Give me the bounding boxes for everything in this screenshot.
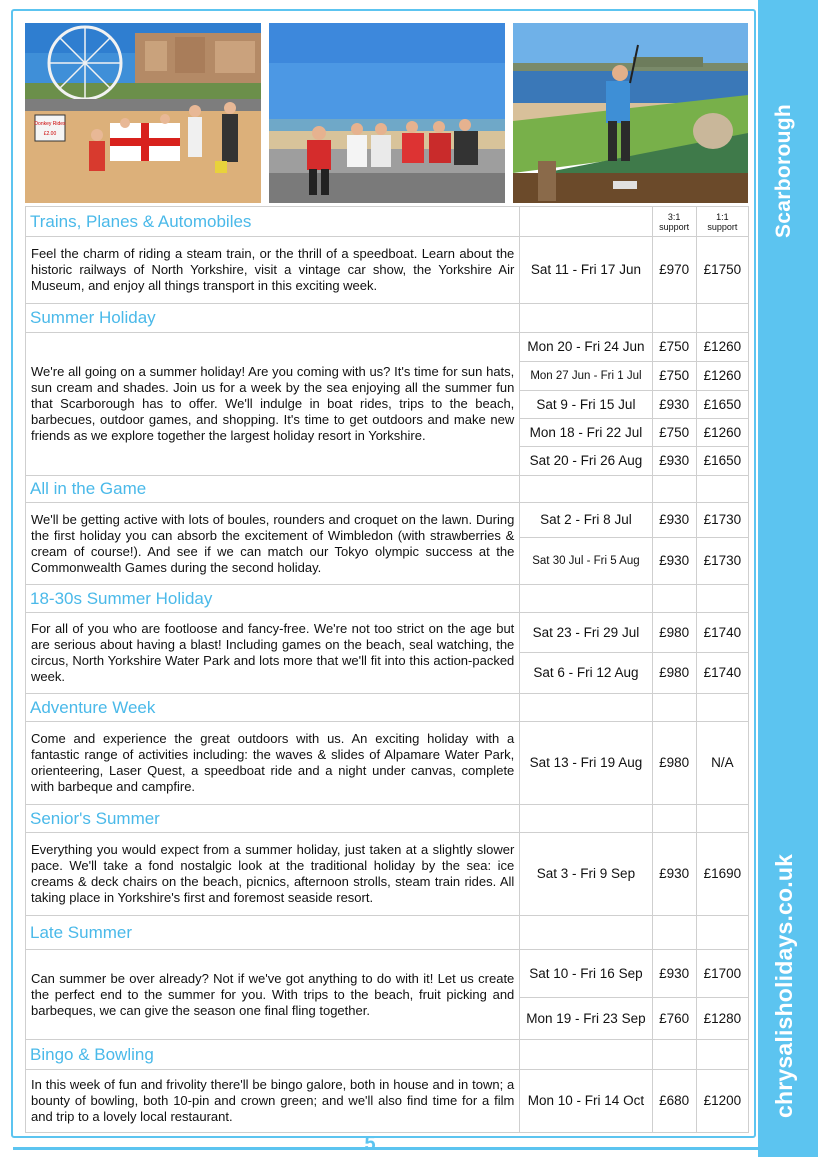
price-1-1: £1740 bbox=[696, 653, 748, 694]
bottom-rule bbox=[13, 1147, 758, 1150]
price-1-1: £1260 bbox=[696, 333, 748, 362]
holiday-description: Come and experience the great outdoors with us. An exciting holiday with a fantastic range of activities including: the waves & slides of Alpamare Water Park, orienteering, Laser Quest, a speedboat ride and a night under canvas, complete with barbeque and campfire. bbox=[26, 722, 520, 805]
holiday-title: Late Summer bbox=[26, 916, 520, 950]
price-3-1: £750 bbox=[652, 333, 696, 362]
holiday-date-row bbox=[26, 722, 749, 805]
holiday-title-row bbox=[26, 207, 749, 237]
price-1-1: £1260 bbox=[696, 362, 748, 391]
holiday-title-row bbox=[26, 585, 749, 613]
holiday-date-row bbox=[26, 833, 749, 916]
price-3-1: £930 bbox=[652, 391, 696, 419]
price-1-1: £1650 bbox=[696, 391, 748, 419]
holiday-date-row bbox=[26, 613, 749, 653]
empty-cell bbox=[520, 916, 652, 950]
holiday-date: Sat 9 - Fri 15 Jul bbox=[520, 391, 652, 419]
holiday-title: Summer Holiday bbox=[26, 304, 520, 333]
empty-cell bbox=[652, 585, 696, 613]
holiday-date: Mon 10 - Fri 14 Oct bbox=[520, 1070, 652, 1133]
empty-cell bbox=[520, 1040, 652, 1070]
empty-cell bbox=[652, 304, 696, 333]
sidebar-website: chrysalisholidays.co.uk bbox=[771, 853, 797, 1118]
price-3-1: £750 bbox=[652, 419, 696, 447]
holiday-date: Sat 30 Jul - Fri 5 Aug bbox=[520, 538, 652, 585]
holiday-description: In this week of fun and frivolity there'll be bingo galore, both in house and in town; a bounty of bowling, both 10-pin and crown green; and we'll also find time for a film and trip to a lovely local restaurant. bbox=[26, 1070, 520, 1133]
price-1-1: £1740 bbox=[696, 613, 748, 653]
holiday-date: Mon 19 - Fri 23 Sep bbox=[520, 998, 652, 1040]
photo-minigolf bbox=[513, 23, 748, 203]
empty-cell bbox=[696, 916, 748, 950]
holiday-description: We'll be getting active with lots of boules, rounders and croquet on the lawn. During the first holiday you can absorb the excitement of Wimbledon (with strawberries & cream of course!). And see if we can match our Tokyo olympic success at the Commonwealth Games during the second holiday. bbox=[26, 503, 520, 585]
empty-cell bbox=[696, 476, 748, 503]
empty-cell bbox=[696, 805, 748, 833]
price-1-1: £1750 bbox=[696, 237, 748, 304]
empty-cell bbox=[520, 476, 652, 503]
empty-cell bbox=[520, 585, 652, 613]
sidebar-location: Scarborough bbox=[772, 104, 795, 238]
holiday-table bbox=[25, 206, 749, 1133]
price-3-1: £930 bbox=[652, 833, 696, 916]
price-1-1: £1700 bbox=[696, 950, 748, 998]
price-3-1: £680 bbox=[652, 1070, 696, 1133]
holiday-title: 18-30s Summer Holiday bbox=[26, 585, 520, 613]
holiday-title: Senior's Summer bbox=[26, 805, 520, 833]
price-1-1: £1730 bbox=[696, 503, 748, 538]
empty-cell bbox=[652, 805, 696, 833]
price-1-1: N/A bbox=[696, 722, 748, 805]
price-1-1: £1280 bbox=[696, 998, 748, 1040]
empty-cell bbox=[520, 304, 652, 333]
holiday-title-row bbox=[26, 304, 749, 333]
holiday-date: Sat 2 - Fri 8 Jul bbox=[520, 503, 652, 538]
holiday-date: Sat 23 - Fri 29 Jul bbox=[520, 613, 652, 653]
donkey-rides-price-text: £2.00 bbox=[43, 131, 57, 137]
holiday-title: Adventure Week bbox=[26, 694, 520, 722]
holiday-description: Everything you would expect from a summer holiday, just taken at a slightly slower pace. We'll take a fond nostalgic look at the traditional holiday by the sea: ice creams & deck chairs on the beach, picnics, afternoon strolls, steam train rides. All taking place in Yorkshire's first and foremost seaside resort. bbox=[26, 833, 520, 916]
page-number: 5 bbox=[364, 1133, 376, 1155]
price-1-1: £1200 bbox=[696, 1070, 748, 1133]
price-1-1: £1260 bbox=[696, 419, 748, 447]
price-3-1: £930 bbox=[652, 447, 696, 476]
empty-cell bbox=[652, 694, 696, 722]
donkey-rides-sign-text: Donkey Rides bbox=[34, 121, 66, 127]
header-1-1-sub: support bbox=[707, 221, 738, 232]
holiday-date-row bbox=[26, 333, 749, 362]
holiday-title: Trains, Planes & Automobiles bbox=[26, 207, 520, 237]
holiday-date-row bbox=[26, 950, 749, 998]
header-1-1-support bbox=[696, 207, 748, 237]
holiday-description: We're all going on a summer holiday! Are you coming with us? It's time for sun hats, sun cream and shades. Join us for a week by the sea enjoying all the summer fun that Scarborough has to offer. We'll indulge in boat rides, trips to the beach, barbecues, outdoor games, and shopping. It's time to get outdoors and make new friends as we explore together the largest holiday resort in Yorkshire. bbox=[26, 333, 520, 476]
price-3-1: £980 bbox=[652, 653, 696, 694]
empty-cell bbox=[520, 805, 652, 833]
empty-cell bbox=[696, 1040, 748, 1070]
holiday-title-row bbox=[26, 476, 749, 503]
holiday-date: Mon 27 Jun - Fri 1 Jul bbox=[520, 362, 652, 391]
price-3-1: £930 bbox=[652, 503, 696, 538]
holiday-description: For all of you who are footloose and fancy-free. We're not too strict on the age but are serious about having a blast! Including games on the beach, seal watching, the circus, North Yorkshire Water Park and lots more that we'll fit into this action-packed week. bbox=[26, 613, 520, 694]
holiday-date: Sat 3 - Fri 9 Sep bbox=[520, 833, 652, 916]
price-3-1: £930 bbox=[652, 538, 696, 585]
holiday-date: Sat 6 - Fri 12 Aug bbox=[520, 653, 652, 694]
holiday-date-row bbox=[26, 1070, 749, 1133]
price-3-1: £760 bbox=[652, 998, 696, 1040]
price-3-1: £930 bbox=[652, 950, 696, 998]
holiday-date: Sat 20 - Fri 26 Aug bbox=[520, 447, 652, 476]
header-3-1-label: 3:1 bbox=[667, 211, 681, 222]
empty-cell bbox=[652, 1040, 696, 1070]
photo-seafront-group bbox=[269, 23, 505, 203]
price-1-1: £1730 bbox=[696, 538, 748, 585]
empty-cell bbox=[652, 916, 696, 950]
holiday-date-row bbox=[26, 503, 749, 538]
holiday-title-row bbox=[26, 1040, 749, 1070]
price-3-1: £970 bbox=[652, 237, 696, 304]
empty-cell bbox=[520, 694, 652, 722]
holiday-description: Can summer be over already? Not if we've got anything to do with it! Let us create the perfect end to the summer for you. With trips to the beach, fruit picking and barbeques, we can give the season one final fling together. bbox=[26, 950, 520, 1040]
empty-cell bbox=[696, 304, 748, 333]
price-3-1: £980 bbox=[652, 613, 696, 653]
price-3-1: £980 bbox=[652, 722, 696, 805]
holiday-date: Mon 20 - Fri 24 Jun bbox=[520, 333, 652, 362]
holiday-date-row bbox=[26, 237, 749, 304]
holiday-date: Sat 10 - Fri 16 Sep bbox=[520, 950, 652, 998]
holiday-description: Feel the charm of riding a steam train, or the thrill of a speedboat. Learn about the historic railways of North Yorkshire, visit a vintage car show, the Yorkshire Air Museum, and enjoy all things transport in this exciting week. bbox=[26, 237, 520, 304]
header-1-1-label: 1:1 bbox=[716, 211, 729, 222]
holiday-title: All in the Game bbox=[26, 476, 520, 503]
holiday-title-row bbox=[26, 916, 749, 950]
price-3-1: £750 bbox=[652, 362, 696, 391]
price-1-1: £1650 bbox=[696, 447, 748, 476]
header-date bbox=[520, 207, 652, 237]
holiday-date: Mon 18 - Fri 22 Jul bbox=[520, 419, 652, 447]
holiday-title-row bbox=[26, 805, 749, 833]
empty-cell bbox=[652, 476, 696, 503]
photo-beach-flag bbox=[25, 23, 261, 203]
empty-cell bbox=[696, 694, 748, 722]
price-1-1: £1690 bbox=[696, 833, 748, 916]
holiday-date: Sat 13 - Fri 19 Aug bbox=[520, 722, 652, 805]
holiday-title: Bingo & Bowling bbox=[26, 1040, 520, 1070]
header-3-1-support bbox=[652, 207, 696, 237]
empty-cell bbox=[696, 585, 748, 613]
header-3-1-sub: support bbox=[659, 221, 690, 232]
holiday-date: Sat 11 - Fri 17 Jun bbox=[520, 237, 652, 304]
holiday-title-row bbox=[26, 694, 749, 722]
